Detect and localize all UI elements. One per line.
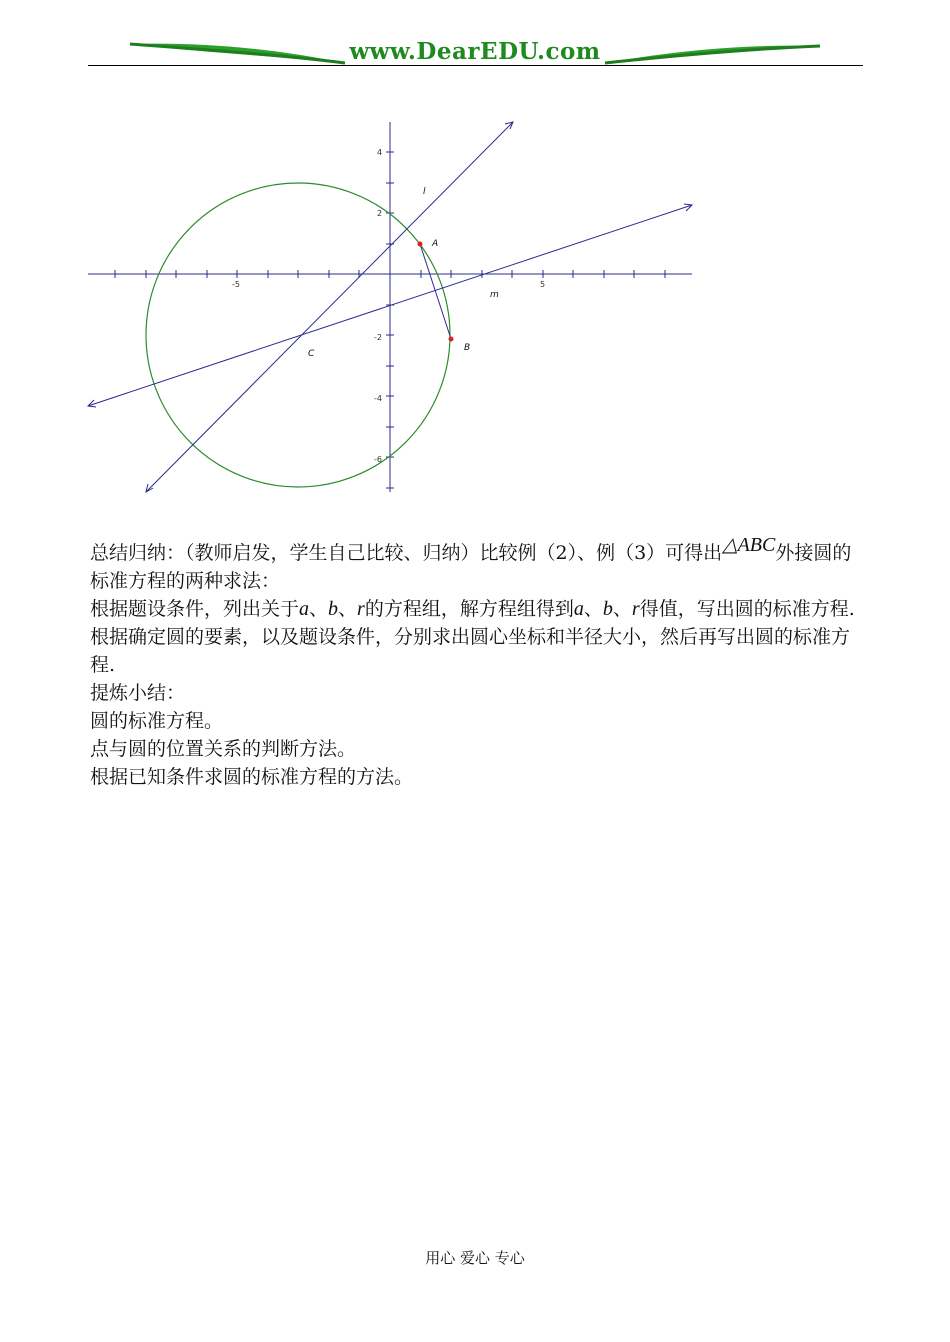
summary-text (90, 534, 865, 791)
paragraph-summary-heading: 提炼小结： (90, 682, 186, 704)
var-r: r (357, 598, 365, 620)
label-line-l: l (423, 187, 426, 197)
paragraph-summary: 总结归纳：（教师启发，学生自己比较、归纳）比较例（2）、例（3）可得出△ABC外接圆的标准方程的两种求法： (90, 534, 852, 592)
y-tick-label-neg4: -4 (374, 394, 382, 403)
site-logo: www.DearEDU.com (349, 38, 601, 65)
triangle-abc: △ABC (722, 534, 776, 556)
label-center-c: C (308, 349, 315, 359)
circumcircle (146, 183, 450, 487)
y-tick-label-neg6: -6 (374, 455, 382, 464)
var-a-2: a (573, 598, 584, 620)
var-b: b (328, 598, 339, 620)
paragraph-method-1: 根据题设条件，列出关于a、b、r的方程组，解方程组得到a、b、r得值，写出圆的标准方程. (90, 598, 855, 620)
y-tick-label-neg2: -2 (374, 333, 382, 342)
var-b-2: b (602, 598, 613, 620)
list-item: 根据已知条件求圆的标准方程的方法。 (90, 766, 414, 788)
y-tick-label-2: 2 (377, 209, 383, 218)
point-a (418, 242, 423, 247)
label-line-m: m (490, 290, 499, 300)
page-header (0, 0, 950, 80)
header-divider (88, 65, 863, 66)
label-point-b: B (464, 343, 471, 353)
list-item: 圆的标准方程。 (90, 710, 224, 732)
line-l (146, 122, 513, 492)
y-tick-label-4: 4 (377, 148, 383, 157)
var-r-2: r (631, 598, 640, 620)
x-tick-label-5: 5 (540, 280, 546, 289)
geometry-figure (86, 112, 698, 502)
segment-ab (420, 244, 451, 339)
label-point-a: A (432, 239, 439, 249)
point-b (449, 337, 454, 342)
x-tick-label-neg5: -5 (232, 280, 240, 289)
page-footer: 用心 爱心 专心 (425, 1249, 525, 1267)
list-item: 点与圆的位置关系的判断方法。 (90, 738, 357, 760)
var-a: a (299, 598, 310, 620)
paragraph-method-2: 根据确定圆的要素，以及题设条件，分别求出圆心坐标和半径大小，然后再写出圆的标准方程. (90, 626, 851, 676)
